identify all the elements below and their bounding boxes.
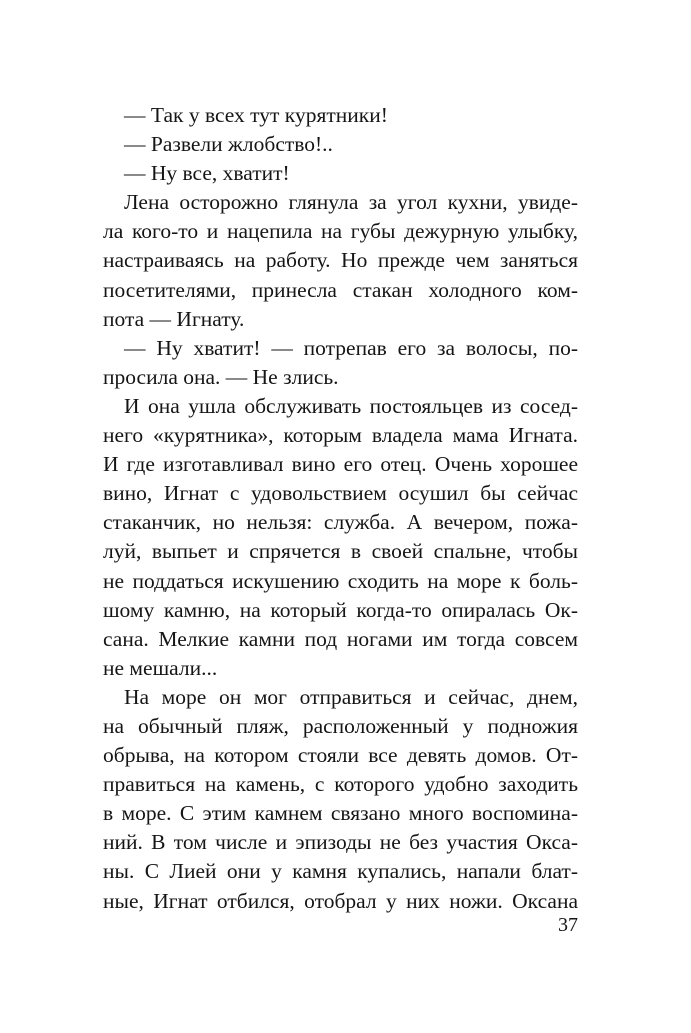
- text-line: На море он мог отправиться и сейчас, днем,: [124, 684, 578, 709]
- text-line: на обычный пляж, расположенный у подножия: [103, 713, 578, 738]
- text-line: правиться на камень, с которого удобно заходить: [103, 772, 578, 797]
- text-line: луй, выпьет и спрячется в своей спальне, чтобы: [103, 539, 578, 564]
- text-line: — Так у всех тут курятники!: [124, 103, 388, 127]
- text-line: стаканчик, но нельзя: служба. А вечером, пожа-: [103, 510, 578, 535]
- text-line: обрыва, на котором стояли все девять домов. От-: [103, 743, 578, 768]
- text-line: него «курятника», которым владела мама Игната.: [103, 423, 578, 448]
- text-line: не мешали...: [103, 655, 218, 680]
- page-number: 37: [558, 914, 578, 936]
- text-line: вино, Игнат с удовольствием осушил бы сейчас: [103, 481, 578, 506]
- text-line: шому камню, на который когда-то опиралась Ок-: [103, 597, 578, 622]
- text-line: — Развели жлобство!..: [124, 132, 333, 157]
- text-line: посетителями, принесла стакан холодного ком-: [103, 277, 578, 302]
- text-line: сана. Мелкие камни под ногами им тогда совсем: [103, 626, 578, 651]
- text-line: ные, Игнат отбился, отобрал у них ножи. Оксана: [103, 888, 578, 913]
- text-line: — Ну хватит! — потрепав его за волосы, по-: [124, 335, 578, 360]
- text-line: Лена осторожно глянула за угол кухни, увиде-: [124, 190, 578, 215]
- text-line: ны. С Лией они у камня купались, напали блат-: [103, 859, 578, 884]
- text-line: И она ушла обслуживать постояльцев из сосед-: [124, 393, 578, 418]
- text-line: настраиваясь на работу. Но прежде чем заняться: [103, 248, 578, 273]
- text-line: не поддаться искушению сходить на море к боль-: [103, 568, 578, 593]
- text-line: ний. В том числе и эпизоды не без участия Окса-: [103, 830, 578, 855]
- text-line: в море. С этим камнем связано много воспомина-: [103, 801, 578, 826]
- text-line: — Ну все, хватит!: [124, 161, 290, 186]
- text-line: И где изготавливал вино его отец. Очень хорошее: [103, 452, 578, 477]
- text-line: просила она. — Не злись.: [103, 364, 339, 389]
- text-line: пота — Игнату.: [103, 306, 245, 331]
- body-text: [103, 101, 578, 916]
- text-line: ла кого-то и нацепила на губы дежурную улыбку,: [103, 219, 578, 244]
